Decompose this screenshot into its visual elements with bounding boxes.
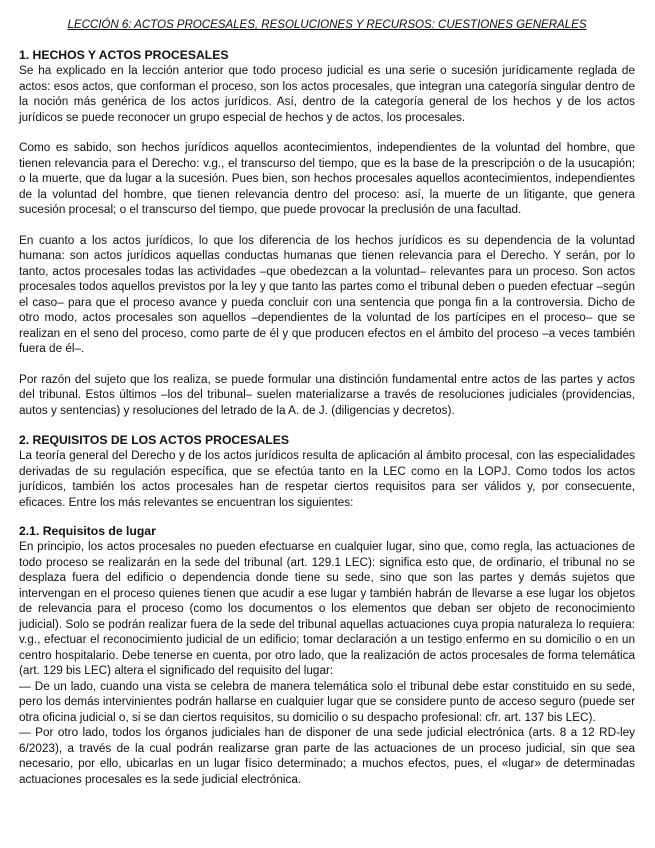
paragraph-gap	[19, 125, 635, 140]
section-2-heading: 2. REQUISITOS DE LOS ACTOS PROCESALES	[19, 433, 289, 447]
paragraph-gap	[19, 510, 635, 524]
subsection-2-1-paragraph-2: — De un lado, cuando una vista se celebra de manera telemática solo el tribunal debe estar constituido en su sede, pero los demás intervinientes podrán hallarse en cualquier lugar que se considere punto de acceso seguro (puede ser otra oficina judicial o, si se dan ciertos requisitos, su domicilio o su despacho profesional: cfr. art. 137 bis LEC).	[19, 679, 635, 724]
paragraph-gap	[19, 218, 635, 233]
document-title: LECCIÓN 6: ACTOS PROCESALES, RESOLUCIONES Y RECURSOS: CUESTIONES GENERALES	[67, 18, 587, 31]
section-1-paragraph-2: Como es sabido, son hechos jurídicos aquellos acontecimientos, independientes de la voluntad del hombre, que tienen relevancia para el Derecho: v.g., el transcurso del tiempo, que es la base de la prescripción o de la usucapión; o la muerte, que da lugar a la sucesión. Pues bien, son hechos procesales aquellos acontecimientos, independientes de la voluntad del hombre, que tienen relevancia dentro del proceso: así, la muerte de un litigante, que genera sucesión procesal; o el transcurso del tiempo, que puede provocar la preclusión de una facultad.	[19, 141, 635, 216]
subsection-2-1-paragraph-3: — Por otro lado, todos los órganos judiciales han de disponer de una sede judicial electrónica (arts. 8 a 12 RD-ley 6/2023), a través de la cual podrán realizarse gran parte de las actuaciones de un proceso judicial, sin que sea necesario, por ello, ubicarlas en un lugar físico determinado; a muchos efectos, pues, el «lugar» de determinadas actuaciones procesales es la sede judicial electrónica.	[19, 726, 635, 786]
section-2-intro: La teoría general del Derecho y de los actos jurídicos resulta de aplicación al ámbito procesal, con las especialidades derivadas de su regulación específica, que se efectúa tanto en la LEC como en la LOPJ. Como todos los actos jurídicos, también los actos procesales han de respetar ciertos requisitos para ser válidos y, por consecuente, eficaces. Entre los más relevantes se encuentran los siguientes:	[19, 449, 635, 509]
subsection-2-1-paragraph-1: En principio, los actos procesales no pueden efectuarse en cualquier lugar, sino que, como regla, las actuaciones de todo proceso se realizarán en la sede del tribunal (art. 129.1 LEC): significa esto que, de ordinario, el tribunal no se desplaza fuera del edificio o dependencia donde tiene su sede, sino que son las partes y demás sujetos que intervengan en el proceso quienes tienen que acudir a ese lugar y también habrán de llevarse a ese lugar los objetos de relevancia para el proceso (como los documentos o los elementos que deban ser objeto de reconocimiento judicial). Solo se podrán realizar fuera de la sede del tribunal aquellas actuaciones cuya propia naturaleza lo requiera: v.g., efectuar el reconocimiento judicial de un edificio; tomar declaración a un testigo enfermo en su domicilio o en un centro hospitalario. Debe tenerse en cuenta, por otro lado, que la realización de actos procesales de forma telemática (art. 129 bis LEC) altera el significado del requisito del lugar:	[19, 540, 635, 677]
paragraph-gap	[19, 418, 635, 433]
section-1-paragraph-3: En cuanto a los actos jurídicos, lo que los diferencia de los hechos jurídicos es su dependencia de la voluntad humana: son actos jurídicos aquellas conductas humanas que tienen relevancia para el Derecho. Y serán, por lo tanto, actos procesales todas las actividades –que obedezcan a la voluntad– relevantes para un proceso. Son actos procesales todos aquellos previstos por la ley y que tanto las partes como el tribunal deben o pueden efectuar –según el caso– para que el proceso avance y pueda concluir con una sentencia que ponga fin a la controversia. Dicho de otro modo, actos procesales son aquellos –dependientes de la voluntad de los partícipes en el proceso– que se realizan en el seno del proceso, como parte de él y que producen efectos en el ámbito del proceso –a veces también fuera de él–.	[19, 233, 635, 355]
subsection-2-1-heading: 2.1. Requisitos de lugar	[19, 524, 156, 538]
section-1-heading: 1. HECHOS Y ACTOS PROCESALES	[19, 48, 229, 62]
paragraph-gap	[19, 357, 635, 372]
section-1-paragraph-1: Se ha explicado en la lección anterior que todo proceso judicial es una serie o sucesión jurídicamente reglada de actos: esos actos, que conforman el proceso, son los actos procesales, que integran una categoría singular dentro de la noción más genérica de los actos jurídicos. Así, dentro de la categoría general de los hechos y de los actos jurídicos se puede reconocer un grupo especial de hechos y de actos, los procesales.	[19, 64, 635, 124]
section-1-paragraph-4: Por razón del sujeto que los realiza, se puede formular una distinción fundamental entre actos de las partes y actos del tribunal. Estos últimos –los del tribunal– suelen materializarse a través de resoluciones judiciales (providencias, autos y sentencias) y resoluciones del letrado de la A. de J. (diligencias y decretos).	[19, 372, 635, 417]
